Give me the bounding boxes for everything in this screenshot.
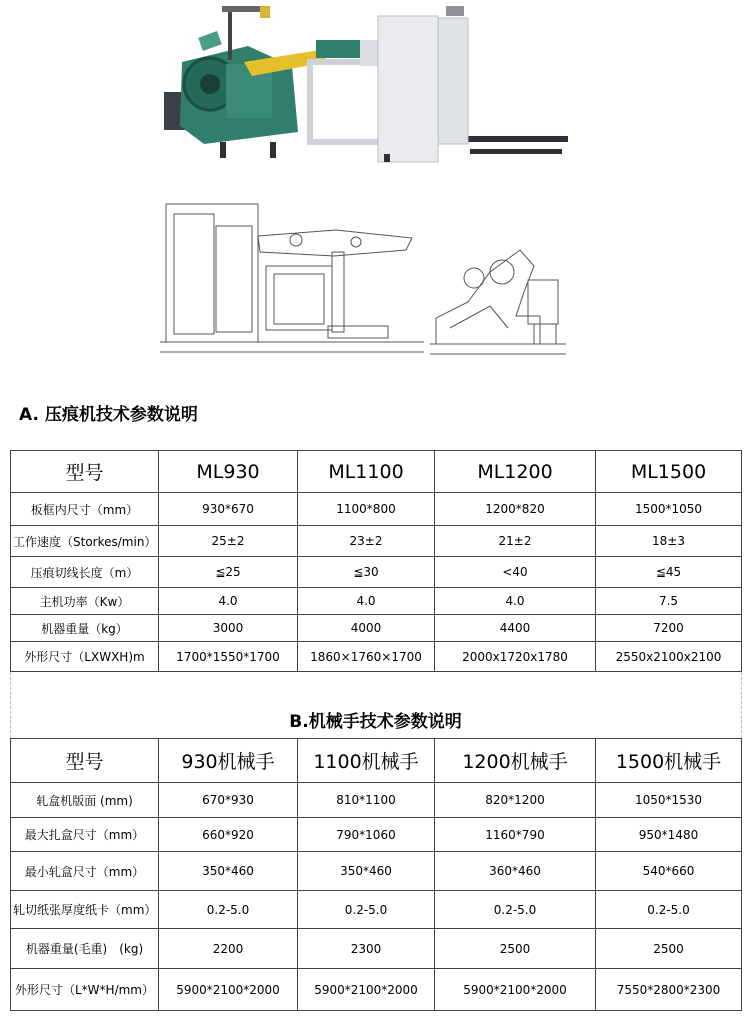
table-header-row <box>11 739 742 783</box>
table-row <box>11 493 742 526</box>
table-row <box>11 642 742 672</box>
table-row <box>11 783 742 818</box>
table-cell: 7.5 <box>596 588 742 615</box>
table-cell: 670*930 <box>159 783 298 818</box>
table-cell: 0.2-5.0 <box>435 891 596 929</box>
header-cell: 1500机械手 <box>596 739 742 783</box>
table-cell: 2500 <box>596 929 742 969</box>
machine-front-drawing <box>430 232 570 358</box>
row-label: 最小轧盒尺寸（mm） <box>11 852 159 891</box>
table-cell: ≦45 <box>596 557 742 588</box>
table-cell: 5900*2100*2000 <box>298 969 435 1011</box>
table-cell: 4400 <box>435 615 596 642</box>
table-row <box>11 557 742 588</box>
table-cell: 930*670 <box>159 493 298 526</box>
table-cell: 3000 <box>159 615 298 642</box>
table-cell: 360*460 <box>435 852 596 891</box>
spec-table-b <box>10 738 742 1011</box>
row-label: 轧切纸张厚度纸卡（mm） <box>11 891 159 929</box>
section-a-title: A. 压痕机技术参数说明 <box>19 405 198 425</box>
table-cell: 4.0 <box>159 588 298 615</box>
table-cell: 1100*800 <box>298 493 435 526</box>
table-cell: 2200 <box>159 929 298 969</box>
table-cell: 350*460 <box>159 852 298 891</box>
header-cell: ML1500 <box>596 451 742 493</box>
table-cell: 21±2 <box>435 526 596 557</box>
table-cell: 5900*2100*2000 <box>159 969 298 1011</box>
header-cell: 型号 <box>11 451 159 493</box>
row-label: 工作速度（Storkes/min） <box>11 526 159 557</box>
table-cell: 5900*2100*2000 <box>435 969 596 1011</box>
table-cell: 4.0 <box>298 588 435 615</box>
machine-photo <box>160 4 572 164</box>
table-row <box>11 891 742 929</box>
table-cell: 1050*1530 <box>596 783 742 818</box>
header-cell: 型号 <box>11 739 159 783</box>
table-row <box>11 969 742 1011</box>
table-row <box>11 615 742 642</box>
table-row <box>11 852 742 891</box>
row-label: 板框内尺寸（mm） <box>11 493 159 526</box>
table-cell: 820*1200 <box>435 783 596 818</box>
row-label: 外形尺寸（LXWXH)m <box>11 642 159 672</box>
row-label: 最大扎盒尺寸（mm） <box>11 818 159 852</box>
table-cell: ≦30 <box>298 557 435 588</box>
table-cell: 4000 <box>298 615 435 642</box>
table-row <box>11 526 742 557</box>
table-cell: 0.2-5.0 <box>298 891 435 929</box>
table-cell: 2300 <box>298 929 435 969</box>
table-cell: 660*920 <box>159 818 298 852</box>
table-header-row <box>11 451 742 493</box>
header-cell: 1200机械手 <box>435 739 596 783</box>
table-cell: 540*660 <box>596 852 742 891</box>
table-cell: 2500 <box>435 929 596 969</box>
table-cell: 2550x2100x2100 <box>596 642 742 672</box>
table-cell: 1860×1760×1700 <box>298 642 435 672</box>
table-row <box>11 588 742 615</box>
row-label: 机器重量（kg） <box>11 615 159 642</box>
table-cell: 1500*1050 <box>596 493 742 526</box>
table-cell: <40 <box>435 557 596 588</box>
table-cell: 2000x1720x1780 <box>435 642 596 672</box>
table-cell: 18±3 <box>596 526 742 557</box>
machine-side-drawing <box>156 196 428 358</box>
table-cell: 350*460 <box>298 852 435 891</box>
table-cell: 7550*2800*2300 <box>596 969 742 1011</box>
row-label: 压痕切线长度（m） <box>11 557 159 588</box>
table-cell: 950*1480 <box>596 818 742 852</box>
row-label: 机器重量(毛重) (kg) <box>11 929 159 969</box>
row-label: 外形尺寸（L*W*H/mm） <box>11 969 159 1011</box>
header-cell: ML1100 <box>298 451 435 493</box>
table-cell: 7200 <box>596 615 742 642</box>
header-cell: 930机械手 <box>159 739 298 783</box>
header-cell: ML930 <box>159 451 298 493</box>
section-b-title: B.机械手技术参数说明 <box>289 712 462 732</box>
table-cell: 810*1100 <box>298 783 435 818</box>
table-cell: 0.2-5.0 <box>596 891 742 929</box>
header-cell: 1100机械手 <box>298 739 435 783</box>
table-cell: 0.2-5.0 <box>159 891 298 929</box>
table-cell: 1200*820 <box>435 493 596 526</box>
table-cell: 4.0 <box>435 588 596 615</box>
table-cell: ≦25 <box>159 557 298 588</box>
spec-table-a <box>10 450 742 672</box>
header-cell: ML1200 <box>435 451 596 493</box>
table-row <box>11 818 742 852</box>
row-label: 轧盒机版面 (mm) <box>11 783 159 818</box>
table-cell: 23±2 <box>298 526 435 557</box>
table-cell: 1160*790 <box>435 818 596 852</box>
table-cell: 790*1060 <box>298 818 435 852</box>
table-cell: 25±2 <box>159 526 298 557</box>
table-row <box>11 929 742 969</box>
row-label: 主机功率（Kw） <box>11 588 159 615</box>
table-cell: 1700*1550*1700 <box>159 642 298 672</box>
